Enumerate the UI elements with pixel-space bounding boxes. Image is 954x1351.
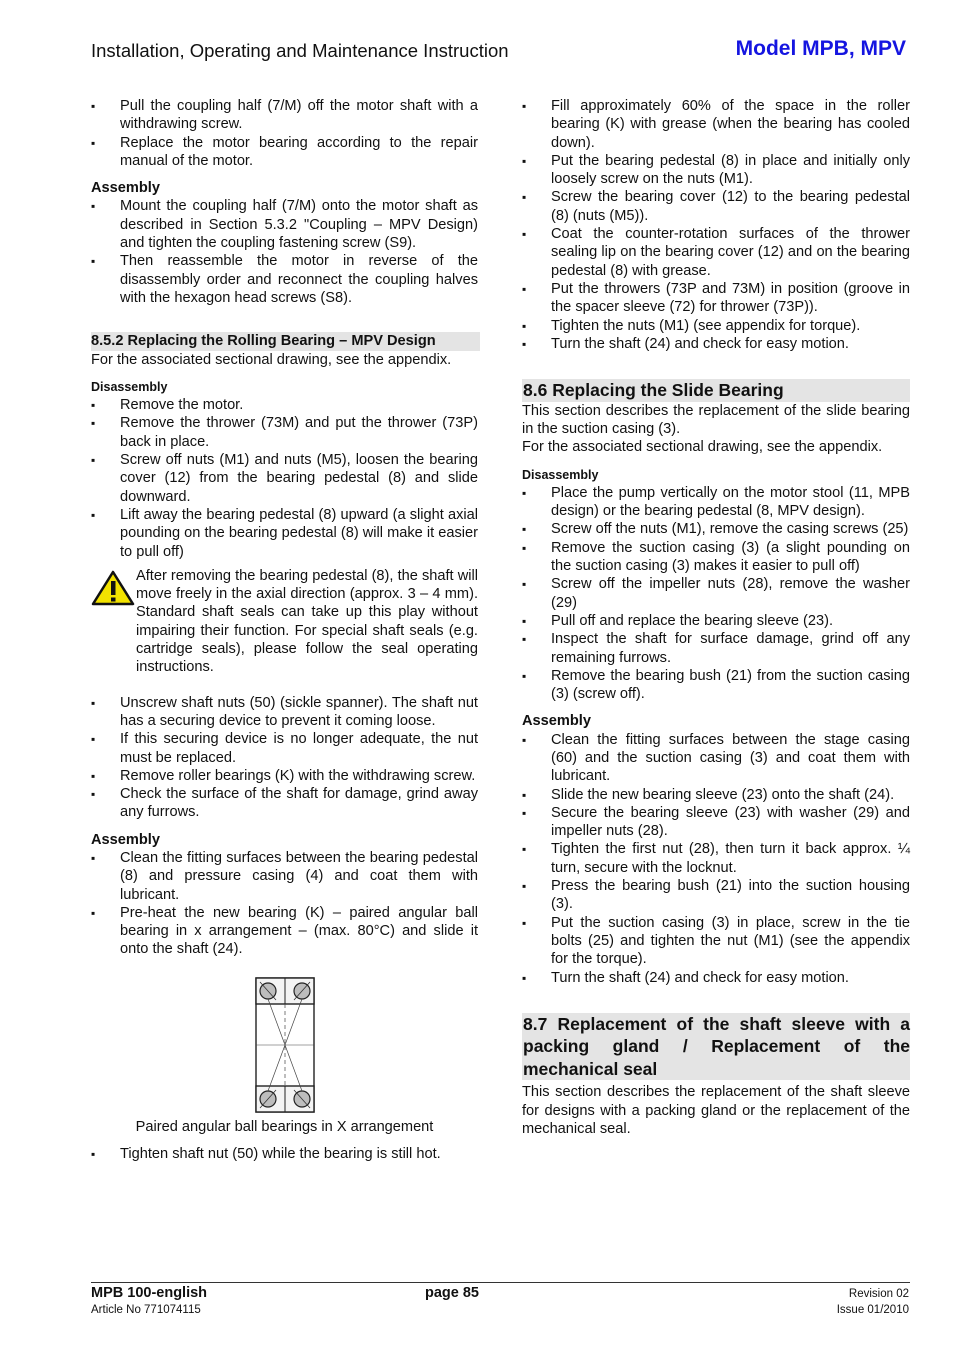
list-item: ▪ Tighten the first nut (28), then turn it back approx. ¼ turn, secure with the locknut. (522, 840, 910, 877)
disassembly-heading: Disassembly (522, 467, 599, 482)
footer-article-number: Article No 771074115 (91, 1304, 201, 1316)
list-item: ▪ Tighten the nuts (M1) (see appendix for torque). (522, 317, 910, 335)
list-item: ▪ Turn the shaft (24) and check for easy motion. (522, 335, 910, 353)
disassembly-heading: Disassembly (91, 379, 168, 394)
section-paragraph: This section describes the replacement of the slide bearing in the suction casing (3). (522, 402, 910, 437)
list-item: ▪ Clean the fitting surfaces between the stage casing (60) and the suction casing (3) and coat them with lubricant. (522, 731, 910, 786)
footer-page-number: page 85 (425, 1285, 479, 1301)
list-item: ▪ Screw the bearing cover (12) to the bearing pedestal (8) (nuts (M5)). (522, 188, 910, 225)
section-paragraph: This section describes the replacement of the shaft sleeve for designs with a packing gland or the replacement of the mechanical seal. (522, 1084, 910, 1137)
left-column (91, 97, 478, 1163)
list-item: ▪ Mount the coupling half (7/M) onto the motor shaft as described in Section 5.3.2 "Coupling – MPV Design) and tighten the coupling fastening screw (S9). (91, 197, 478, 252)
footer-doc-name: MPB 100-english (91, 1285, 208, 1301)
intro-list (91, 97, 478, 170)
list-item: ▪ Tighten shaft nut (50) while the bearing is still hot. (91, 1145, 478, 1163)
list-item: ▪ Remove the bearing bush (21) from the suction casing (3) (screw off). (522, 667, 910, 704)
list-item: ▪ Then reassemble the motor in reverse of the disassembly order and reconnect the coupling halves with the hexagon head screws (S8). (91, 252, 478, 307)
list-item: ▪ Check the surface of the shaft for damage, grind away any furrows. (91, 785, 478, 822)
section-intro: For the associated sectional drawing, see the appendix. (91, 351, 452, 368)
assembly-list (522, 731, 910, 987)
list-item: ▪ Screw off the nuts (M1), remove the casing screws (25) (522, 520, 910, 538)
assembly-list (91, 849, 478, 959)
disassembly-list (91, 396, 478, 561)
removal-list (91, 694, 478, 822)
list-item: ▪ Screw off the impeller nuts (28), remove the washer (29) (522, 575, 910, 612)
list-item: ▪ Put the throwers (73P and 73M) in position (groove in the spacer sleeve (72) for thrower (73P)). (522, 280, 910, 317)
figure-caption: Paired angular ball bearings in X arrangement (135, 1118, 434, 1135)
final-list (91, 1145, 478, 1163)
list-item: ▪ Secure the bearing sleeve (23) with washer (29) and impeller nuts (28). (522, 804, 910, 841)
list-item: ▪ Remove the suction casing (3) (a slight pounding on the suction casing (3) makes it easier to pull off) (522, 539, 910, 576)
list-item: ▪ Screw off nuts (M1) and nuts (M5), loosen the bearing cover (12) from the bearing pedestal (8) and slide downward. (91, 451, 478, 506)
list-item: ▪ Place the pump vertically on the motor stool (11, MPB design) or the bearing pedestal (8, MPV design). (522, 484, 910, 521)
section-heading-8-5-2: 8.5.2 Replacing the Rolling Bearing – MPV Design (91, 332, 480, 350)
section-heading-8-6: 8.6 Replacing the Slide Bearing (522, 379, 910, 402)
disassembly-list (522, 484, 910, 704)
list-item: ▪ Replace the motor bearing according to the repair manual of the motor. (91, 134, 478, 171)
list-item: ▪ Remove the motor. (91, 396, 478, 414)
right-column (522, 97, 910, 1138)
continued-assembly-list (522, 97, 910, 353)
section-heading-8-7: 8.7 Replacement of the shaft sleeve with a packing gland / Replacement of the mechanical seal (523, 1013, 910, 1079)
footer-divider (91, 1282, 910, 1283)
warning-note (91, 567, 478, 677)
list-item: ▪ Remove the thrower (73M) and put the thrower (73P) back in place. (91, 414, 478, 451)
warning-triangle-icon (91, 567, 136, 677)
assembly-heading: Assembly (91, 180, 160, 197)
document-title: Installation, Operating and Maintenance Instruction (91, 40, 509, 61)
list-item: ▪ Pre-heat the new bearing (K) – paired angular ball bearing in x arrangement – (max. 80°C) and slide it onto the shaft (24). (91, 904, 478, 959)
list-item: ▪ Press the bearing bush (21) into the suction housing (3). (522, 877, 910, 914)
list-item: ▪ Lift away the bearing pedestal (8) upward (a slight axial pounding on the bearing pedestal (8) will make it easier to pull off) (91, 506, 478, 561)
list-item: ▪ Clean the fitting surfaces between the bearing pedestal (8) and pressure casing (4) and coat them with lubricant. (91, 849, 478, 904)
list-item: ▪ Pull the coupling half (7/M) off the motor shaft with a withdrawing screw. (91, 97, 478, 134)
list-item: ▪ Fill approximately 60% of the space in the roller bearing (K) with grease (when the bearing has cooled down). (522, 97, 910, 152)
list-item: ▪ Turn the shaft (24) and check for easy motion. (522, 969, 910, 987)
list-item: ▪ Unscrew shaft nuts (50) (sickle spanner). The shaft nut has a securing device to prevent it coming loose. (91, 694, 478, 731)
list-item: ▪ If this securing device is no longer adequate, the nut must be replaced. (91, 730, 478, 767)
assembly-heading: Assembly (91, 831, 160, 848)
angular-ball-bearing-drawing (254, 976, 316, 1114)
list-item: ▪ Inspect the shaft for surface damage, grind off any remaining furrows. (522, 630, 910, 667)
footer-revision: Revision 02 (848, 1288, 909, 1300)
assembly-list (91, 197, 478, 307)
footer-issue: Issue 01/2010 (836, 1304, 909, 1316)
assembly-heading: Assembly (522, 713, 591, 730)
bearing-figure (91, 976, 478, 1136)
list-item: ▪ Put the suction casing (3) in place, screw in the tie bolts (25) and tighten the nut (M1) (see the appendix for the torque). (522, 914, 910, 969)
list-item: ▪ Coat the counter-rotation surfaces of the thrower sealing lip on the bearing cover (12) and on the bearing pedestal (8) with grease. (522, 225, 910, 280)
list-item: ▪ Pull off and replace the bearing sleeve (23). (522, 612, 910, 630)
list-item: ▪ Remove roller bearings (K) with the withdrawing screw. (91, 767, 478, 785)
section-paragraph: For the associated sectional drawing, see the appendix. (522, 439, 883, 456)
warning-text: After removing the bearing pedestal (8), the shaft will move freely in the axial direction (approx. 3 – 4 mm). Standard shaft seals can take up this play without impairing their function. For special shaft seals (e.g. cartridge seals), please follow the seal operating instructions. (136, 567, 478, 676)
model-title: Model MPB, MPV (735, 37, 906, 60)
list-item: ▪ Slide the new bearing sleeve (23) onto the shaft (24). (522, 786, 910, 804)
list-item: ▪ Put the bearing pedestal (8) in place and initially only loosely screw on the nuts (M1). (522, 152, 910, 189)
